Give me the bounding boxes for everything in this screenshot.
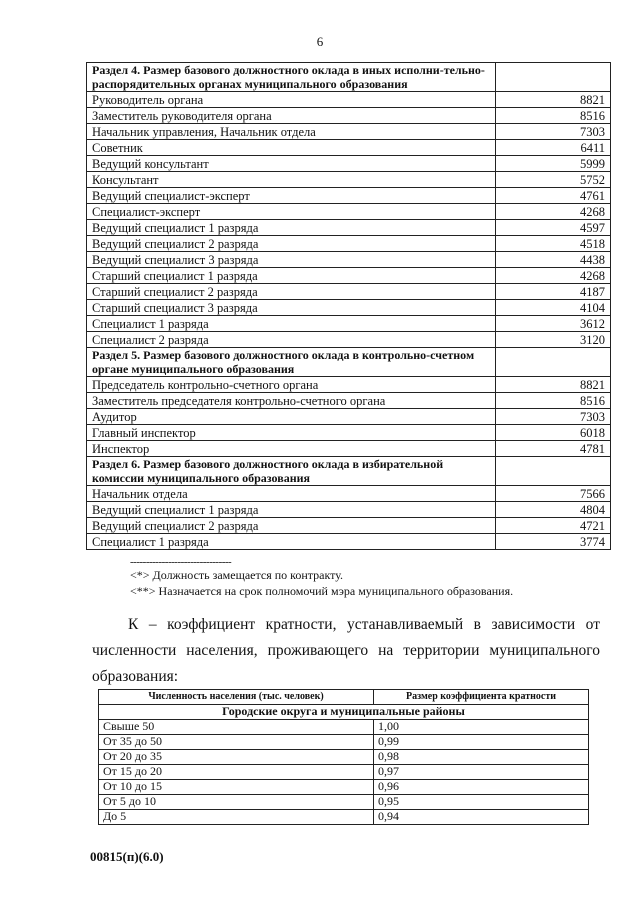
table-row [99,719,589,734]
salary-value: 3612 [496,316,611,332]
salary-table [86,62,611,550]
header-coefficient: Размер коэффициента кратности [374,690,589,705]
population-range: От 15 до 20 [99,764,374,779]
table-row [99,779,589,794]
section-header-row [87,457,611,486]
salary-value: 6018 [496,425,611,441]
position-name: Инспектор [87,441,496,457]
table-row [99,734,589,749]
table-row [99,749,589,764]
section-title: Раздел 5. Размер базового должностного оклада в контрольно-счетном органе муниципального образования [87,348,496,377]
coefficient-value: 0,99 [374,734,589,749]
salary-value: 8821 [496,92,611,108]
population-range: От 5 до 10 [99,794,374,809]
position-name: Ведущий специалист 2 разряда [87,236,496,252]
table-row [87,409,611,425]
table-row [99,764,589,779]
position-name: Консультант [87,172,496,188]
table-row [87,393,611,409]
table-row [87,534,611,550]
table-row [99,809,589,824]
salary-value: 8516 [496,393,611,409]
coef-subheader-row [99,704,589,719]
coefficient-value: 0,98 [374,749,589,764]
salary-value: 4721 [496,518,611,534]
position-name: Специалист 1 разряда [87,534,496,550]
section-value-cell [496,63,611,92]
table-row [87,486,611,502]
salary-value: 5999 [496,156,611,172]
table-row [87,441,611,457]
document-code: 00815(п)(6.0) [90,849,164,864]
salary-value: 4187 [496,284,611,300]
position-name: Главный инспектор [87,425,496,441]
salary-value: 4268 [496,204,611,220]
position-name: Ведущий специалист 1 разряда [87,502,496,518]
salary-value: 4597 [496,220,611,236]
table-row [87,284,611,300]
population-range: От 10 до 15 [99,779,374,794]
section-value-cell [496,457,611,486]
table-row [87,300,611,316]
salary-value: 4104 [496,300,611,316]
table-row [87,172,611,188]
header-population: Численность населения (тыс. человек) [99,690,374,705]
table-row [87,236,611,252]
population-range: От 35 до 50 [99,734,374,749]
position-name: Начальник отдела [87,486,496,502]
table-row [87,140,611,156]
table-row [87,188,611,204]
coefficient-value: 1,00 [374,719,589,734]
salary-value: 7303 [496,409,611,425]
position-name: Аудитор [87,409,496,425]
footnote-separator: -------------------------------- [130,556,232,568]
position-name: Руководитель органа [87,92,496,108]
salary-value: 6411 [496,140,611,156]
position-name: Заместитель руководителя органа [87,108,496,124]
salary-value: 4761 [496,188,611,204]
position-name: Старший специалист 3 разряда [87,300,496,316]
table-row [87,204,611,220]
position-name: Специалист-эксперт [87,204,496,220]
section-header-row [87,63,611,92]
page-number: 6 [316,34,324,49]
table-row [87,92,611,108]
table-row [87,124,611,140]
coefficient-paragraph [92,612,600,690]
position-name: Заместитель председателя контрольно-счетного органа [87,393,496,409]
coefficient-value: 0,94 [374,809,589,824]
position-name: Старший специалист 2 разряда [87,284,496,300]
salary-value: 7566 [496,486,611,502]
table-row [87,502,611,518]
population-range: Свыше 50 [99,719,374,734]
footnote-term: <**> Назначается на срок полномочий мэра муниципального образования. [130,584,514,598]
salary-value: 7303 [496,124,611,140]
paragraph-text: К – коэффициент кратности, устанавливаемый в зависимости от численности населения, проживающего на территории муниципального образования: [92,616,600,685]
salary-value: 4268 [496,268,611,284]
position-name: Начальник управления, Начальник отдела [87,124,496,140]
position-name: Ведущий консультант [87,156,496,172]
table-row [87,316,611,332]
coefficient-value: 0,97 [374,764,589,779]
position-name: Ведущий специалист-эксперт [87,188,496,204]
table-row [87,377,611,393]
position-name: Специалист 2 разряда [87,332,496,348]
population-range: До 5 [99,809,374,824]
coef-header-row [99,690,589,705]
position-name: Специалист 1 разряда [87,316,496,332]
position-name: Ведущий специалист 2 разряда [87,518,496,534]
salary-value: 4438 [496,252,611,268]
table-row [87,425,611,441]
section-title: Раздел 4. Размер базового должностного оклада в иных исполни-тельно-распорядительных органах муниципального образования [87,63,496,92]
coefficient-value: 0,96 [374,779,589,794]
position-name: Председатель контрольно-счетного органа [87,377,496,393]
section-header-row [87,348,611,377]
position-name: Ведущий специалист 3 разряда [87,252,496,268]
table-row [99,794,589,809]
salary-value: 3120 [496,332,611,348]
table-row [87,220,611,236]
section-title: Раздел 6. Размер базового должностного оклада в избирательной комиссии муниципального образования [87,457,496,486]
salary-value: 4781 [496,441,611,457]
table-row [87,108,611,124]
salary-value: 4518 [496,236,611,252]
table-row [87,518,611,534]
salary-value: 8821 [496,377,611,393]
population-range: От 20 до 35 [99,749,374,764]
table-row [87,268,611,284]
coefficient-value: 0,95 [374,794,589,809]
salary-value: 8516 [496,108,611,124]
salary-value: 5752 [496,172,611,188]
table-row [87,332,611,348]
position-name: Старший специалист 1 разряда [87,268,496,284]
coefficient-table [98,689,589,825]
section-value-cell [496,348,611,377]
salary-value: 3774 [496,534,611,550]
footnote-contract: <*> Должность замещается по контракту. [130,568,344,582]
position-name: Советник [87,140,496,156]
table-row [87,156,611,172]
salary-value: 4804 [496,502,611,518]
table-row [87,252,611,268]
coef-subheader: Городские округа и муниципальные районы [99,704,589,719]
position-name: Ведущий специалист 1 разряда [87,220,496,236]
